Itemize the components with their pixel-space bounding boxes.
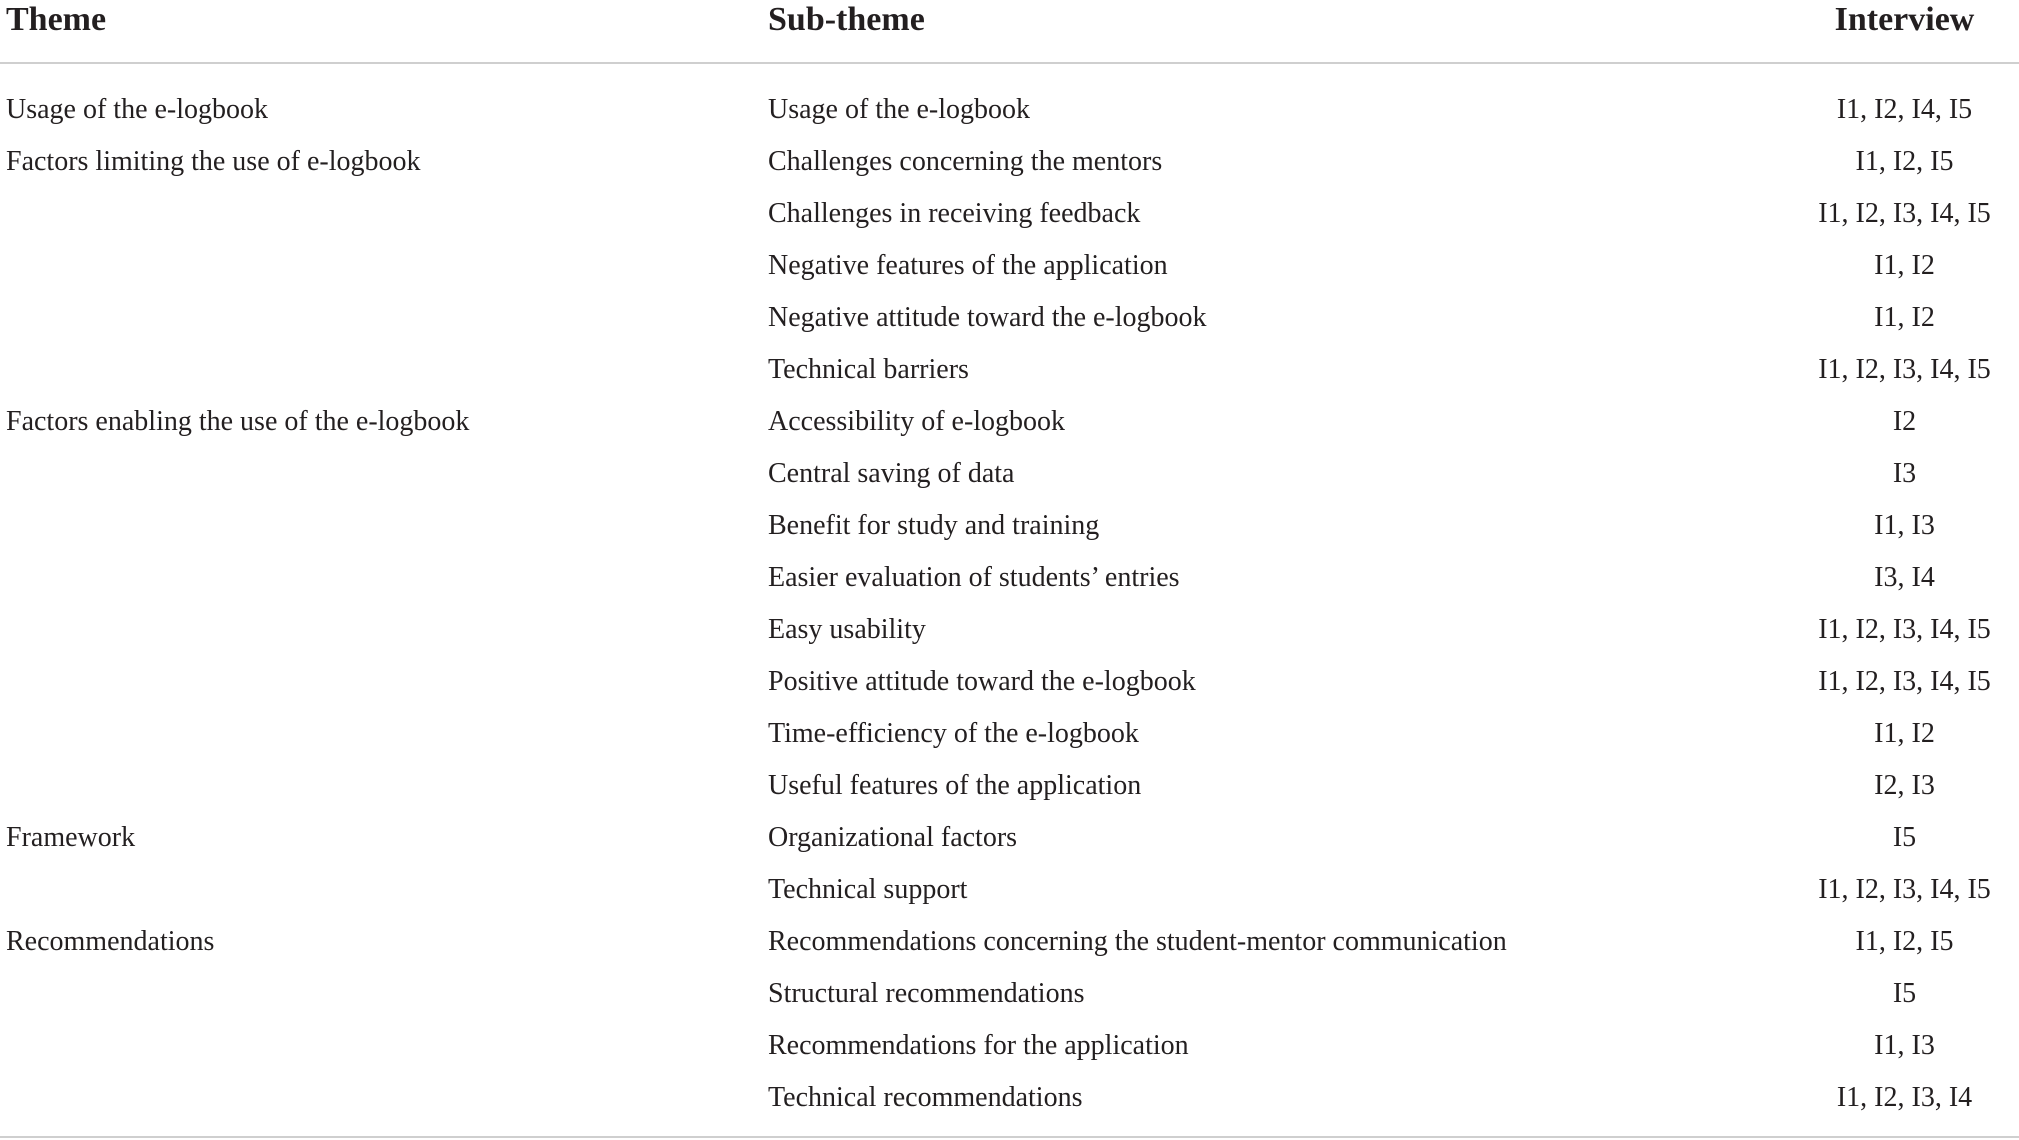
subtheme-cell: Technical barriers [768,354,969,385]
interview-cell: I1, I2, I3, I4, I5 [1818,614,1991,645]
subtheme-cell: Negative attitude toward the e-logbook [768,302,1207,333]
subtheme-cell: Easier evaluation of students’ entries [768,562,1180,593]
interview-cell: I2, I3 [1874,770,1935,801]
table-row [0,916,2019,968]
table-header [0,0,2019,63]
subtheme-cell: Structural recommendations [768,978,1085,1009]
table-row [0,1020,2019,1072]
interview-cell: I1, I2, I3, I4, I5 [1818,874,1991,905]
subtheme-cell: Benefit for study and training [768,510,1100,541]
theme-cell [0,604,768,656]
subtheme-cell: Positive attitude toward the e-logbook [768,666,1196,697]
table-row [0,656,2019,708]
interview-cell: I1, I2, I5 [1855,926,1954,957]
subtheme-cell: Challenges concerning the mentors [768,146,1163,177]
table-row [0,812,2019,864]
interview-cell: I3, I4 [1874,562,1935,593]
subtheme-cell: Challenges in receiving feedback [768,198,1141,229]
theme-cell [0,708,768,760]
table-row [0,1072,2019,1137]
subtheme-cell: Accessibility of e-logbook [768,406,1066,437]
table-row [0,604,2019,656]
interview-cell: I5 [1892,822,1917,853]
theme-cell [0,344,768,396]
table-row [0,63,2019,136]
interview-cell: I1, I2 [1874,302,1935,333]
table-row [0,760,2019,812]
subtheme-cell: Technical recommendations [768,1082,1083,1113]
table-row [0,344,2019,396]
interview-cell: I1, I2 [1874,718,1935,749]
subtheme-cell: Recommendations concerning the student-mentor communication [768,926,1507,957]
interview-cell: I1, I2, I3, I4, I5 [1818,198,1991,229]
theme-cell [0,1072,768,1137]
table-row [0,292,2019,344]
table-row [0,448,2019,500]
theme-cell: Factors enabling the use of the e-logbook [6,406,470,437]
table-row [0,968,2019,1020]
interview-cell: I1, I3 [1874,1030,1935,1061]
interview-cell: I2 [1892,406,1917,437]
table-row [0,240,2019,292]
theme-cell [0,448,768,500]
subtheme-cell: Recommendations for the application [768,1030,1189,1061]
theme-cell: Factors limiting the use of e-logbook [6,146,421,177]
table-row [0,500,2019,552]
interview-cell: I1, I3 [1874,510,1935,541]
subtheme-cell: Easy usability [768,614,926,645]
table-row [0,708,2019,760]
interview-cell: I1, I2, I3, I4, I5 [1818,666,1991,697]
theme-cell [0,656,768,708]
table-row [0,188,2019,240]
theme-cell [0,760,768,812]
header-subtheme: Sub-theme [768,1,925,38]
table-body [0,63,2019,1137]
theme-cell [0,864,768,916]
interview-cell: I5 [1892,978,1917,1009]
theme-cell [0,1020,768,1072]
theme-cell [0,188,768,240]
subtheme-cell: Organizational factors [768,822,1018,853]
theme-cell: Recommendations [6,926,215,957]
table-row [0,136,2019,188]
subtheme-cell: Technical support [768,874,968,905]
theme-cell: Usage of the e-logbook [6,94,269,125]
theme-cell [0,240,768,292]
interview-cell: I1, I2, I4, I5 [1836,94,1973,125]
subtheme-cell: Central saving of data [768,458,1015,489]
header-row [0,0,2019,63]
theme-cell [0,552,768,604]
theme-cell [0,500,768,552]
subtheme-cell: Useful features of the application [768,770,1142,801]
header-theme: Theme [6,1,107,38]
interview-cell: I1, I2 [1874,250,1935,281]
interview-cell: I1, I2, I3, I4 [1836,1082,1973,1113]
theme-cell [0,292,768,344]
subtheme-cell: Usage of the e-logbook [768,94,1031,125]
interview-cell: I1, I2, I3, I4, I5 [1818,354,1991,385]
table-row [0,864,2019,916]
table-row [0,552,2019,604]
interview-cell: I3 [1892,458,1917,489]
theme-cell [0,968,768,1020]
subtheme-cell: Negative features of the application [768,250,1168,281]
interview-cell: I1, I2, I5 [1855,146,1954,177]
table-row [0,396,2019,448]
subtheme-cell: Time-efficiency of the e-logbook [768,718,1139,749]
header-interview: Interview [1834,1,1975,38]
theme-cell: Framework [6,822,136,853]
